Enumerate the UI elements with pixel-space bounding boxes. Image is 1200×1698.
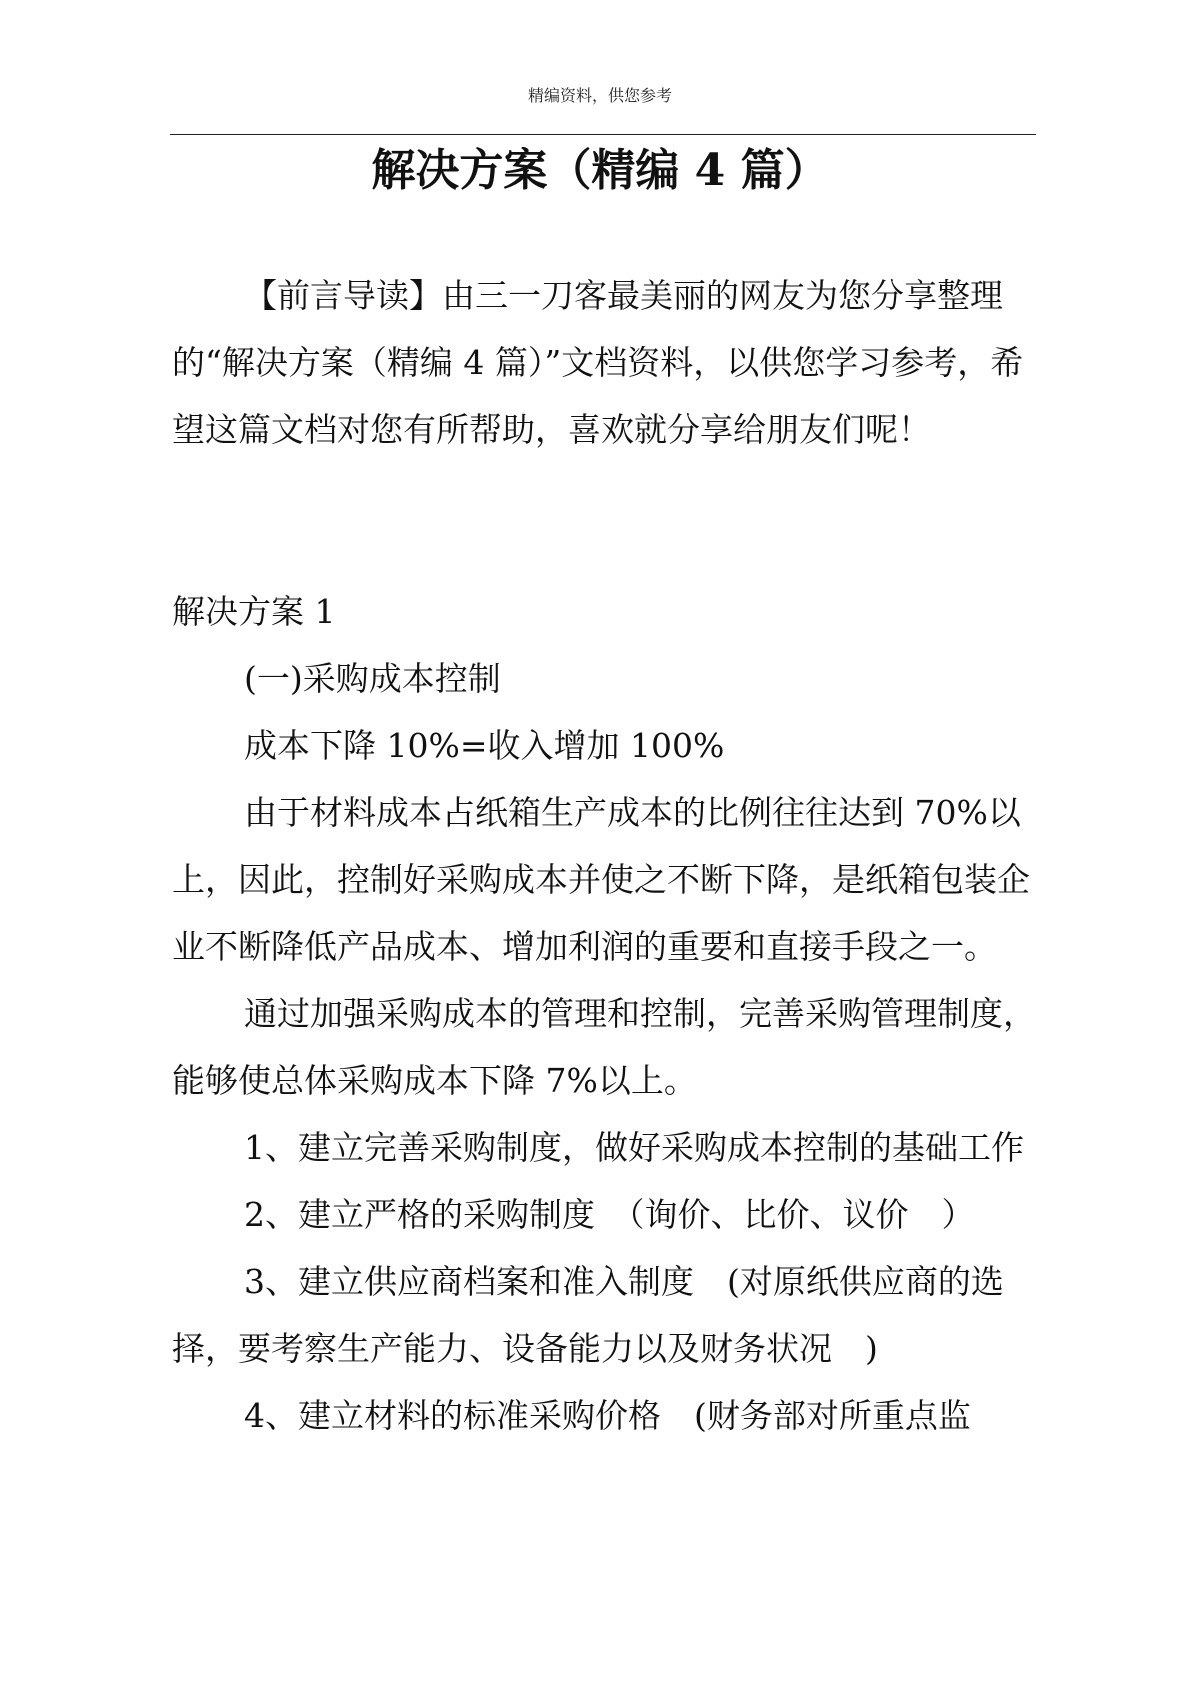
list-item-4: 4、建立材料的标准采购价格 (财务部对所重点监 xyxy=(244,1396,971,1435)
list-item-2: 2、建立严格的采购制度 （询价、比价、议价 ） xyxy=(244,1195,975,1234)
paragraph-strengthen-management: 通过加强采购成本的管理和控制，完善采购管理制度，能够使总体采购成本下降 7%以上。 xyxy=(172,994,1036,1100)
paragraph-cost-formula: 成本下降 10%=收入增加 100% xyxy=(244,726,725,765)
intro-paragraph: 【前言导读】由三一刀客最美丽的网友为您分享整理的“解决方案（精编 4 篇）”文档资料，以供您学习参考，希望这篇文档对您有所帮助，喜欢就分享给朋友们呢！ xyxy=(172,276,1024,449)
header-divider xyxy=(170,134,1036,135)
list-item-3: 3、建立供应商档案和准入制度 (对原纸供应商的选择，要考察生产能力、设备能力以及财务状况 ) xyxy=(172,1262,1004,1368)
section-heading: 解决方案 1 xyxy=(172,592,336,631)
subheading-procurement-cost: (一)采购成本控制 xyxy=(244,659,501,698)
paragraph-material-cost: 由于材料成本占纸箱生产成本的比例往往达到 70%以上，因此，控制好采购成本并使之不断下降，是纸箱包装企业不断降低产品成本、增加利润的重要和直接手段之一。 xyxy=(172,793,1030,966)
document-content xyxy=(172,578,1052,1449)
page-header-note: 精编资料，供您参考 xyxy=(527,86,672,105)
list-item-1: 1、建立完善采购制度，做好采购成本控制的基础工作 xyxy=(244,1128,1024,1167)
document-title: 解决方案（精编 4 篇） xyxy=(371,145,829,196)
